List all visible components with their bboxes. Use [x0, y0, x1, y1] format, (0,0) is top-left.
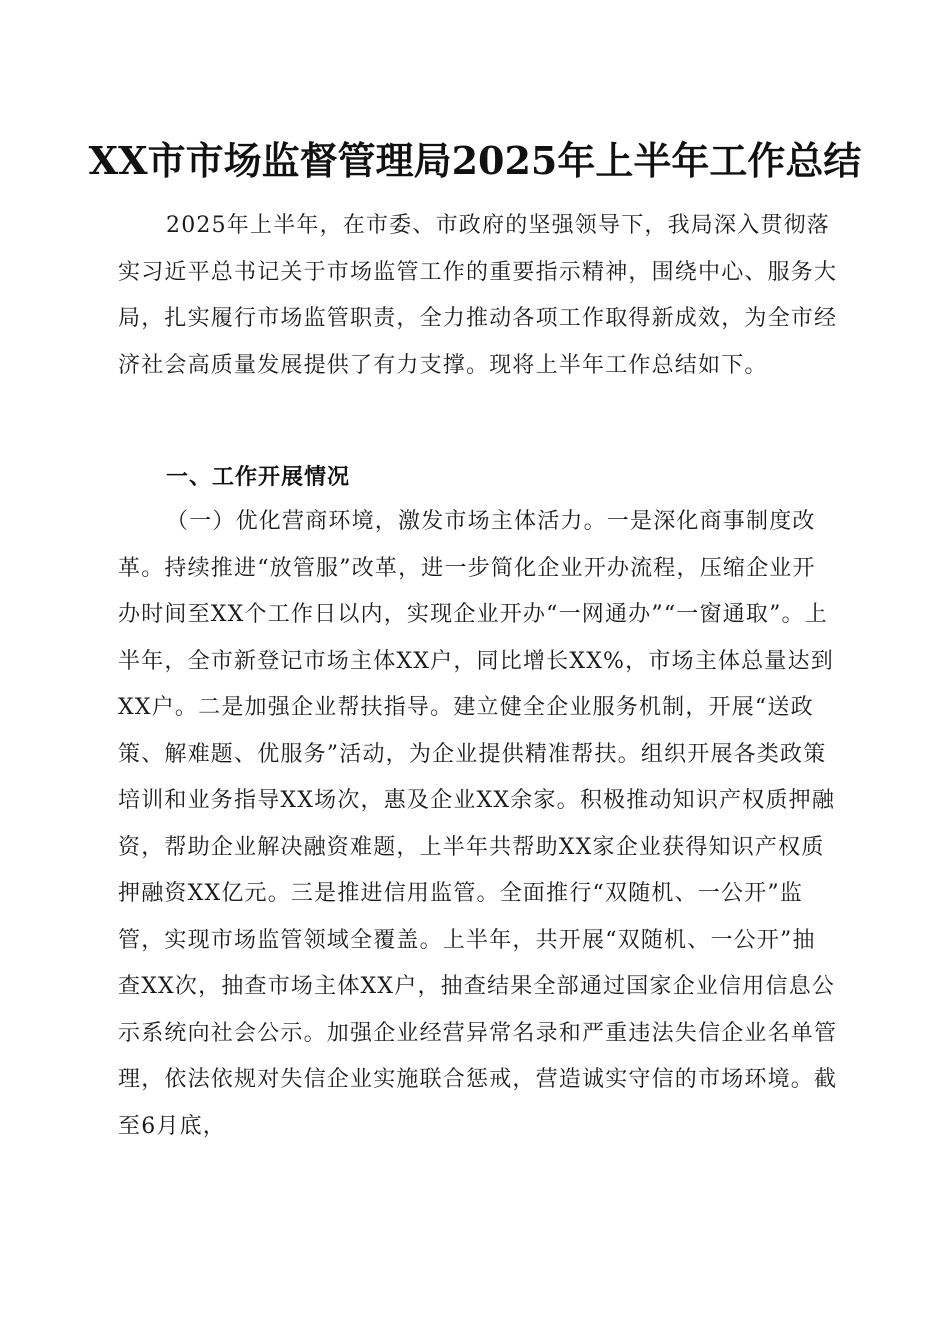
- section-one-paragraph: （一）优化营商环境，激发市场主体活力。一是深化商事制度改革。持续推进“放管服”改革，进一步简化企业开办流程，压缩企业开办时间至XX个工作日以内，实现企业开办“一网通办”“一窗通取”。上半年，全市新登记市场主体XX户，同比增长XX%，市场主体总量达到XX户。二是加强企业帮扶指导。建立健全企业服务机制，开展“送政策、解难题、优服务”活动，为企业提供精准帮扶。组织开展各类政策培训和业务指导XX场次，惠及企业XX余家。积极推动知识产权质押融资，帮助企业解决融资难题，上半年共帮助XX家企业获得知识产权质押融资XX亿元。三是推进信用监管。全面推行“双随机、一公开”监管，实现市场监管领域全覆盖。上半年，共开展“双随机、一公开”抽查XX次，抽查市场主体XX户，抽查结果全部通过国家企业信用信息公示系统向社会公示。加强企业经营异常名录和严重违法失信企业名单管理，依法依规对失信企业实施联合惩戒，营造诚实守信的市场环境。截至6月底，: [118, 509, 838, 1139]
- document-title: XX市市场监督管理局2025年上半年工作总结: [88, 138, 862, 183]
- section-heading-work-progress: 一、工作开展情况: [166, 465, 351, 490]
- intro-paragraph: 2025年上半年，在市委、市政府的坚强领导下，我局深入贯彻落实习近平总书记关于市场监管工作的重要指示精神，围绕中心、服务大局，扎实履行市场监管职责，全力推动各项工作取得新成效，为全市经济社会高质量发展提供了有力支撑。现将上半年工作总结如下。: [118, 213, 838, 378]
